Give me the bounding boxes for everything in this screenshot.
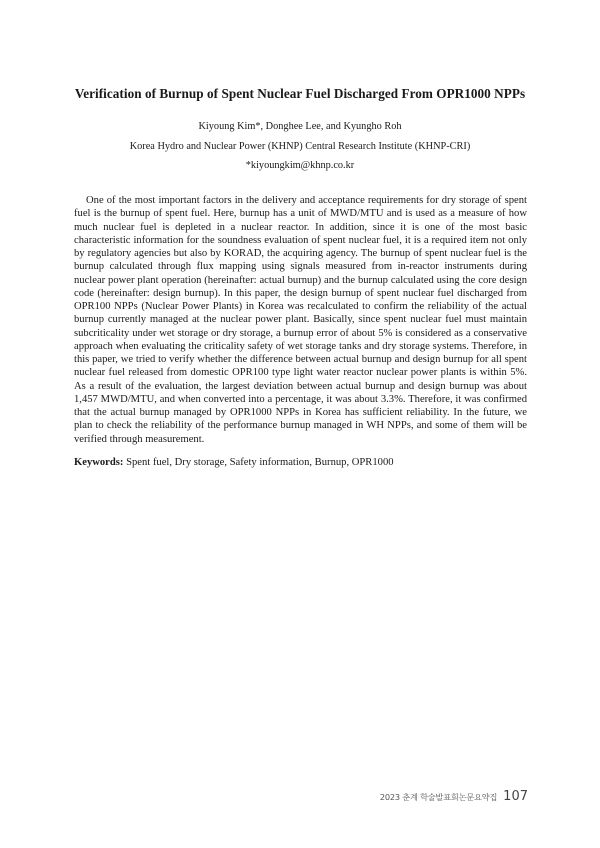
- keywords-values: Spent fuel, Dry storage, Safety information, Burnup, OPR1000: [126, 457, 394, 468]
- page-footer: [380, 789, 528, 804]
- keywords-label: Keywords:: [74, 457, 124, 468]
- abstract-body: One of the most important factors in the delivery and acceptance requirements for dry storage of spent fuel is the burnup of spent fuel. Here, burnup has a unit of MWD/MTU and is used as a measure of how much nuclear fuel is depleted in a nuclear reactor. In addition, since it is one of the most basic characteristic information for the soundness evaluation of spent nuclear fuel, it is a required item not only by regulatory agencies but also by KORAD, the acquiring agency. The burnup of spent nuclear fuel is the burnup calculated through flux mapping using signals measured from in-reactor instruments during nuclear power plant operation (hereinafter: actual burnup) and the burnup calculated using the core design code (hereinafter: design burnup). In this paper, the design burnup of spent nuclear fuel discharged from OPR100 NPPs (Nuclear Power Plants) in Korea was recalculated to confirm the reliability of the actual burnup currently managed at the nuclear power plant. Basically, since spent nuclear fuel must maintain subcriticality under wet storage or dry storage, a burnup error of about 5% is considered as a conservative approach when evaluating the criticality safety of wet storage tanks and dry storage systems. Therefore, in this paper, we tried to verify whether the difference between actual burnup and design burnup for all spent nuclear fuel released from domestic OPR100 type light water reactor nuclear power plants is within 5%. As a result of the evaluation, the largest deviation between actual burnup and design burnup was about 1,457 MWD/MTU, and when converted into a percentage, it was about 3.3%. Therefore, it was confirmed that the actual burnup managed by OPR1000 NPPs in Korea has sufficient reliability. In the future, we plan to check the reliability of the performance burnup managed in WH NPPs, and some of them will be verified through measurement.: [74, 195, 527, 445]
- author-list: Kiyoung Kim*, Donghee Lee, and Kyungho Roh: [198, 121, 402, 132]
- paper-title: Verification of Burnup of Spent Nuclear Fuel Discharged From OPR1000 NPPs: [74, 86, 526, 101]
- keywords-line: [74, 456, 527, 469]
- proceedings-name: 2023 춘계 학술발표회논문요약집: [379, 792, 498, 802]
- author-affiliation: Korea Hydro and Nuclear Power (KHNP) Central Research Institute (KHNP-CRI): [129, 141, 471, 152]
- corresponding-email: *kiyoungkim@khnp.co.kr: [245, 160, 355, 171]
- page-number: 107: [503, 789, 528, 804]
